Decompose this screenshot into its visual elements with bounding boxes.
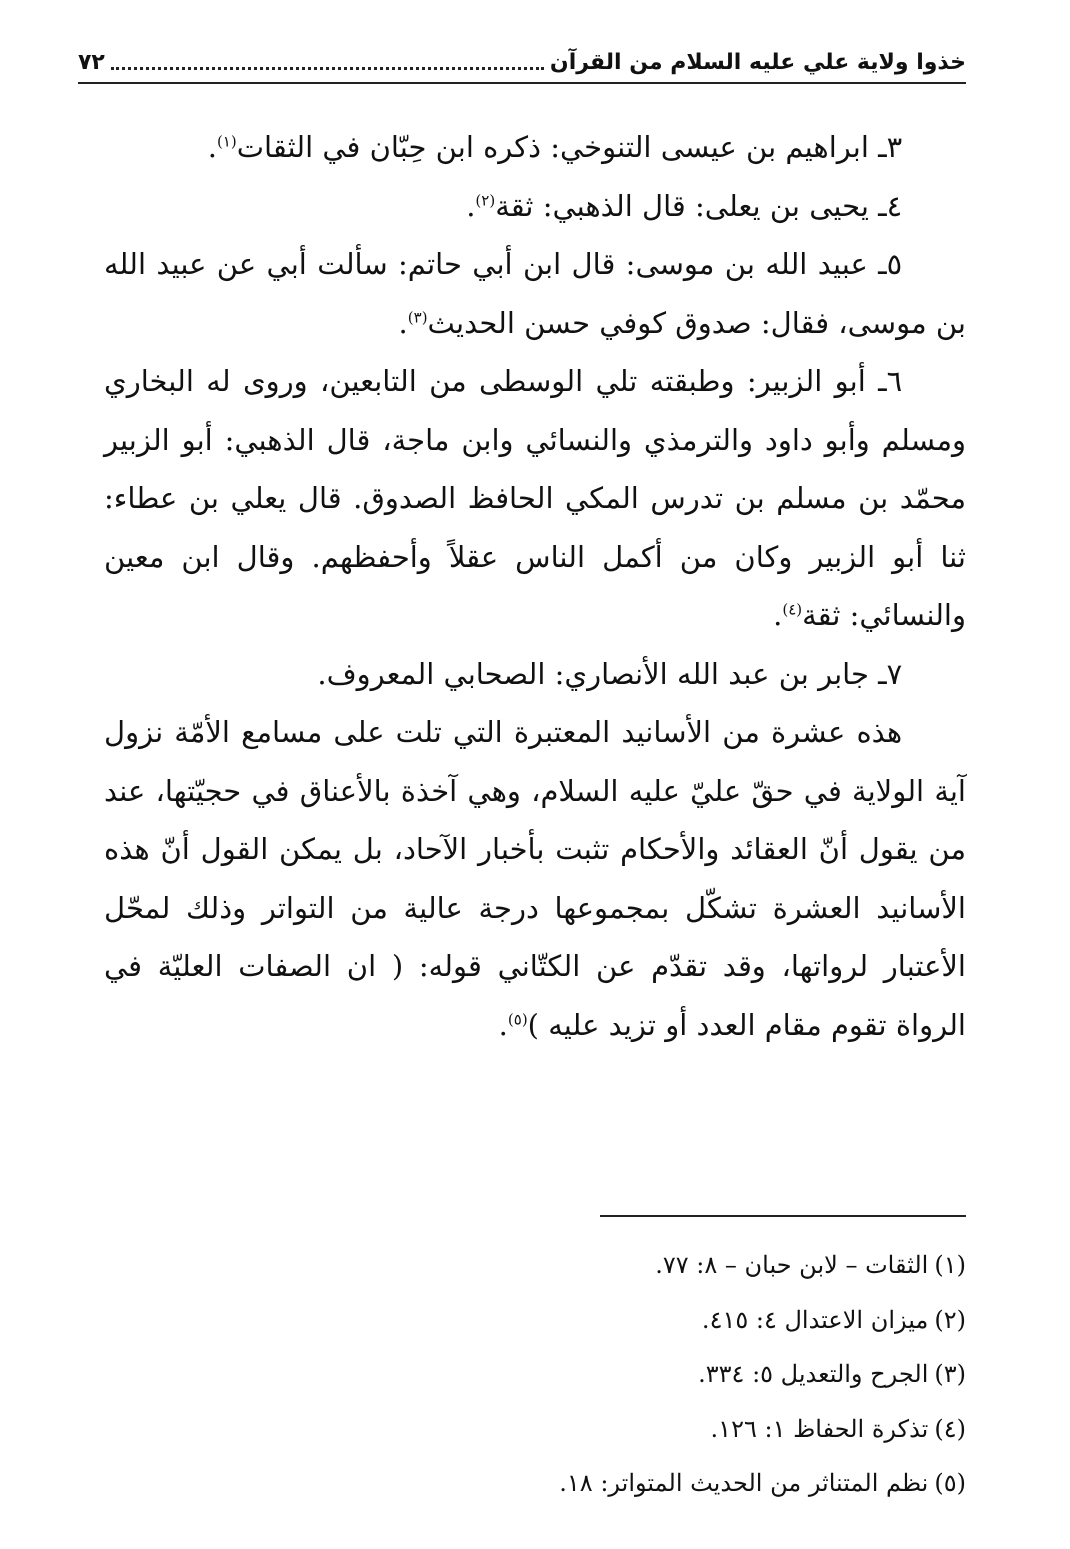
footnote-item: (٣)الجرح والتعديل ٥: ٣٣٤.: [698, 1360, 966, 1388]
footnote-ref-3: (٣): [407, 307, 428, 326]
footnote-item: (٢)ميزان الاعتدال ٤: ٤١٥.: [701, 1305, 966, 1334]
dotted-leader: [111, 55, 544, 70]
paragraph-narrator-4: ٤ـ يحيى بن يعلى: قال الذهبي: ثقة$^{(٢)}$.: [466, 188, 903, 223]
header-title: خذوا ولاية علي عليه السلام من القرآن: [549, 49, 966, 75]
footnote-divider: [600, 1215, 966, 1217]
page-number: ٧٢: [78, 49, 105, 75]
main-text: [104, 118, 966, 1054]
footnote-ref-2: (٢): [475, 190, 496, 209]
footnote-item: (١)الثقات – لابن حبان – ٨: ٧٧.: [655, 1251, 966, 1279]
footnote-item: (٥)نظم المتناثر من الحديث المتواتر: ١٨.: [559, 1469, 966, 1497]
footnote-ref-1: (١): [216, 132, 237, 151]
paragraph-narrator-3: ٣ـ ابراهيم بن عيسى التنوخي: ذكره ابن حِبّان في الثقات$^{(١)}$.: [207, 130, 903, 164]
footnote-ref-4: (٤): [782, 600, 803, 619]
paragraph-conclusion: هذه عشرة من الأسانيد المعتبرة التي تلت على مسامع الأمّة نزول آية الولاية في حقّ عليّ عليه السلام، وهي آخذة بالأعناق في حجيّتها، عند من يقول أنّ العقائد والأحكام تثبت بأخبار الآحاد، بل يمكن القول أنّ هذه الأسانيد العشرة تشكّل بمجموعها درجة عالية من التواتر وذلك لمحّل الأعتبار لرواتها، وقد تقدّم عن الكتّاني قوله: ( ان الصفات العليّة في الرواة تقوم مقام العدد أو تزيد عليه )$^{(٥)}$.: [104, 715, 966, 1042]
paragraph-narrator-7: ٧ـ جابر بن عبد الله الأنصاري: الصحابي المعروف.: [317, 656, 903, 691]
running-header: [78, 42, 966, 84]
footnote-ref-5: (٥): [507, 1009, 528, 1028]
paragraph-narrator-6: ٦ـ أبو الزبير: وطبقته تلي الوسطى من التابعين، وروى له البخاري ومسلم وأبو داود والترمذي والنسائي وابن ماجة، قال الذهبي: أبو الزبير محمّد بن مسلم بن تدرس المكي الحافظ الصدوق. قال يعلي بن عطاء: ثنا أبو الزبير وكان من أكمل الناس عقلاً وأحفظهم. وقال ابن معين والنسائي: ثقة$^{(٤)}$.: [104, 364, 966, 632]
paragraph-narrator-5: ٥ـ عبيد الله بن موسى: قال ابن أبي حاتم: سألت أبي عن عبيد الله بن موسى، فقال: صدوق كوفي حسن الحديث$^{(٣)}$.: [104, 247, 966, 340]
footnote-item: (٤)تذكرة الحفاظ ١: ١٢٦.: [710, 1414, 966, 1443]
footnotes-list: [200, 1238, 966, 1511]
